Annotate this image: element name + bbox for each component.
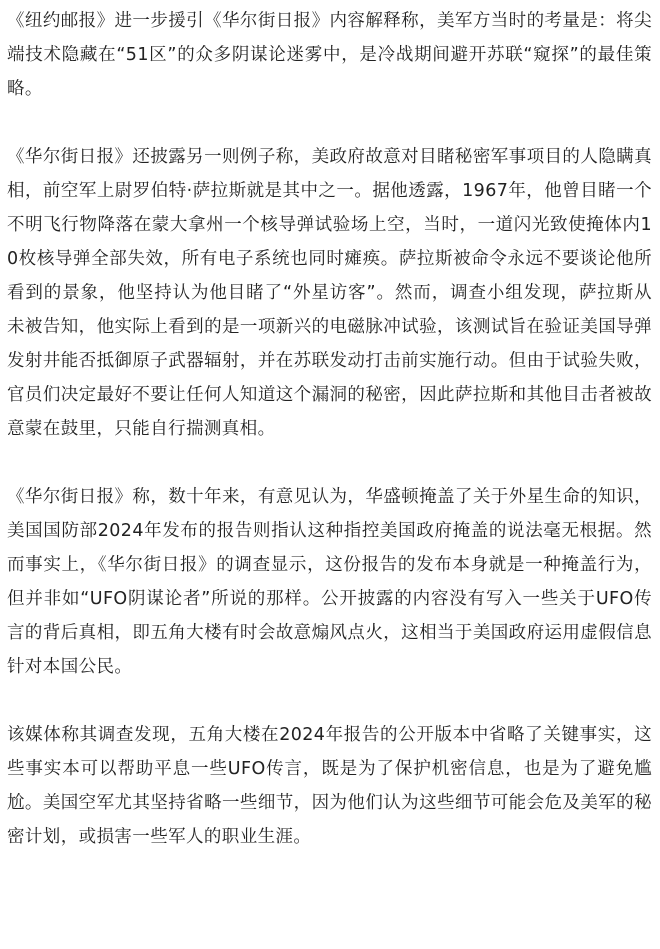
paragraph-ny-post: 《纽约邮报》进一步援引《华尔街日报》内容解释称，美军方当时的考量是：将尖端技术隐藏在“51区”的众多阴谋论迷雾中，是冷战期间避开苏联“窥探”的最佳策略。 xyxy=(7,11,652,99)
paragraph-cover-up: 《华尔街日报》称，数十年来，有意见认为，华盛顿掩盖了关于外星生命的知识，美国国防部2024年发布的报告则指认这种指控美国政府掩盖的说法毫无根据。然而事实上，《华尔街日报》的调查显示，这份报告的发布本身就是一种掩盖行为，但并非如“UFO阴谋论者”所说的那样。公开披露的内容没有写入一些关于UFO传言的背后真相，即五角大楼有时会故意煽风点火，这相当于美国政府运用虚假信息针对本国公民。 xyxy=(7,487,652,677)
paragraph-omitted-facts: 该媒体称其调查发现，五角大楼在2024年报告的公开版本中省略了关键事实，这些事实本可以帮助平息一些UFO传言，既是为了保护机密信息，也是为了避免尴尬。美国空军尤其坚持省略一些细节，因为他们认为这些细节可能会危及美军的秘密计划，或损害一些军人的职业生涯。 xyxy=(7,725,652,847)
paragraph-salas-case: 《华尔街日报》还披露另一则例子称，美政府故意对目睹秘密军事项目的人隐瞒真相，前空军上尉罗伯特·萨拉斯就是其中之一。据他透露，1967年，他曾目睹一个不明飞行物降落在蒙大拿州一个核导弹试验场上空，当时，一道闪光致使掩体内10枚核导弹全部失效，所有电子系统也同时瘫痪。萨拉斯被命令永远不要谈论他所看到的景象，他坚持认为他目睹了“外星访客”。然而，调查小组发现，萨拉斯从未被告知，他实际上看到的是一项新兴的电磁脉冲试验，该测试旨在验证美国导弹发射井能否抵御原子武器辐射，并在苏联发动打击前实施行动。但由于试验失败，官员们决定最好不要让任何人知道这个漏洞的秘密，因此萨拉斯和其他目击者被故意蒙在鼓里，只能自行揣测真相。 xyxy=(7,147,652,439)
